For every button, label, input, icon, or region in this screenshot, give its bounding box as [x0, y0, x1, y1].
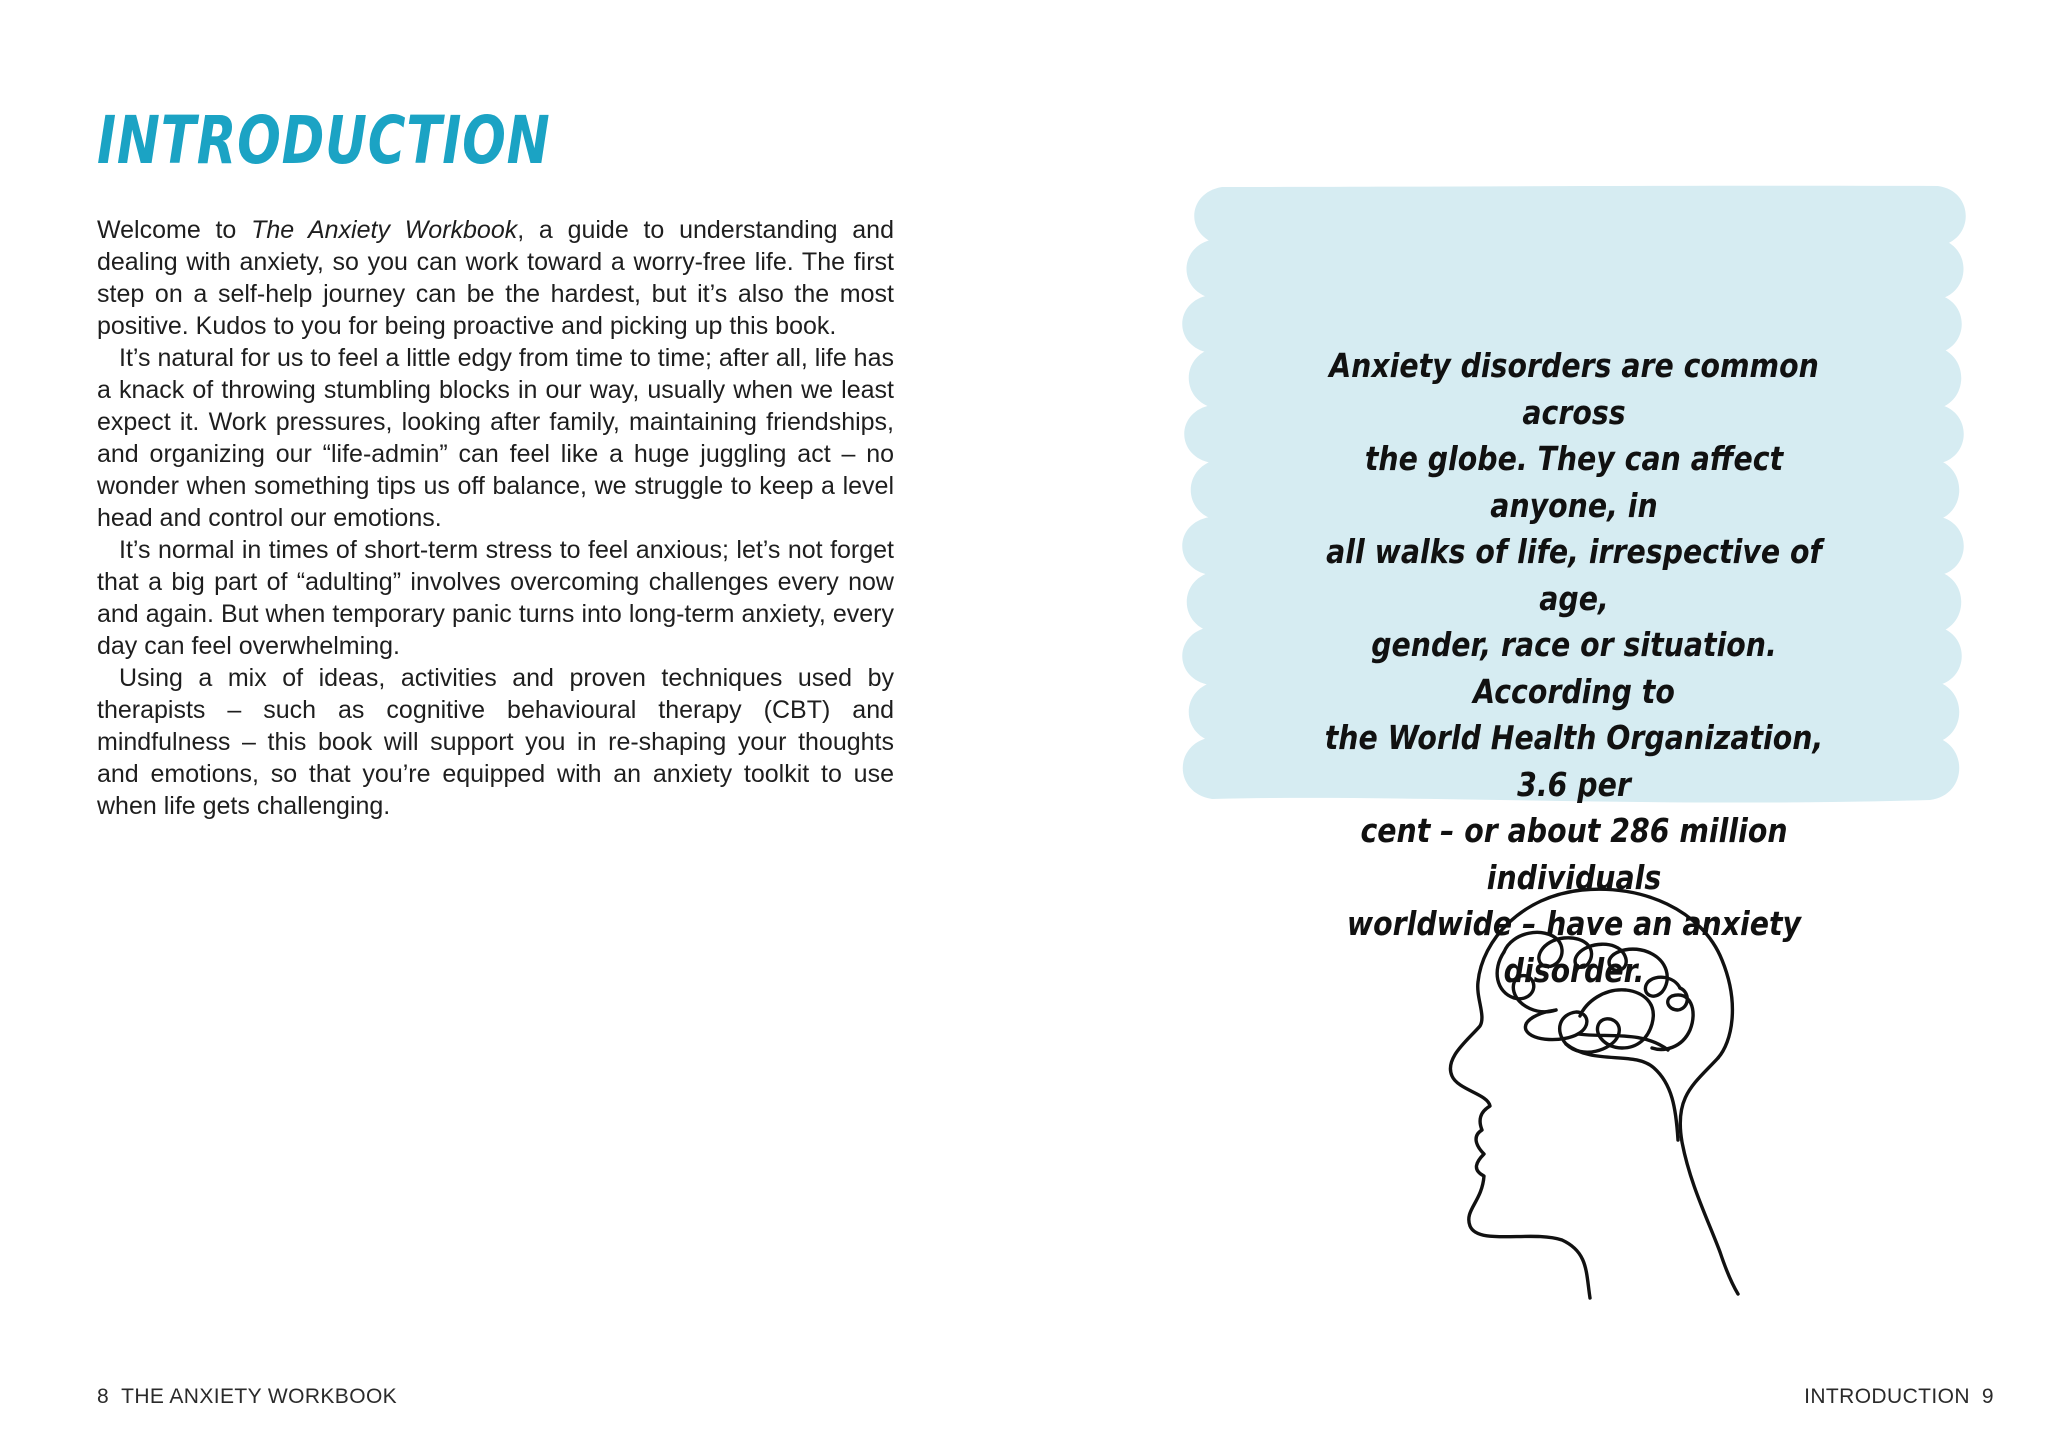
callout-line: Anxiety disorders are common across	[1329, 346, 1819, 432]
callout-line: the World Health Organization, 3.6 per	[1324, 718, 1824, 804]
paragraph-1	[97, 214, 894, 342]
paragraph-3: It’s normal in times of short-term stress to feel anxious; let’s not forget that a big part of “adulting” involves overcoming challenges every now and again. But when temporary panic turns into long-term anxiety, every day can feel overwhelming.	[97, 536, 894, 660]
page-number-left: 8	[97, 1385, 110, 1408]
left-folio	[97, 1385, 397, 1409]
paragraph-4: Using a mix of ideas, activities and proven techniques used by therapists – such as cognitive behavioural therapy (CBT) and mindfulness – this book will support you in re-shaping your thoughts and emotions, so that you’re equipped with an anxiety toolkit to use when life gets challenging.	[97, 664, 894, 820]
intro-body	[97, 214, 894, 822]
paragraph-2: It’s natural for us to feel a little edgy from time to time; after all, life has a knack of throwing stumbling blocks in our way, usually when we least expect it. Work pressures, looking after family, maintaining friendships, and organizing our “life-admin” can feel like a huge juggling act – no wonder when something tips us off balance, we struggle to keep a level head and control our emotions.	[97, 344, 894, 532]
callout-line: cent – or about 286 million individuals	[1360, 811, 1788, 897]
callout-box	[1179, 185, 1969, 990]
right-folio	[1804, 1385, 1994, 1409]
callout-line: the globe. They can affect anyone, in	[1364, 439, 1784, 525]
right-page	[1024, 0, 2048, 1453]
paragraph-1-rest: , a guide to understanding and dealing with anxiety, so you can work toward a worry-free life. The first step on a self-help journey can be the hardest, but it’s also the most positive. Kudos to you for being proactive and picking up this book.	[97, 216, 894, 340]
brush-stroke	[1187, 236, 1964, 300]
callout-line: all walks of life, irrespective of age,	[1326, 532, 1822, 618]
page-title: INTRODUCTION	[97, 102, 551, 179]
page-number-right: 9	[1981, 1385, 1994, 1408]
callout-line: worldwide – have an anxiety disorder.	[1346, 904, 1802, 990]
running-head-right: INTRODUCTION	[1804, 1385, 1970, 1408]
paragraph-1-lead: Welcome to	[97, 216, 252, 244]
callout-line: gender, race or situation. According to	[1371, 625, 1777, 711]
book-title-italic: The Anxiety Workbook	[251, 216, 518, 244]
running-head-left: THE ANXIETY WORKBOOK	[121, 1385, 398, 1408]
head-brain-line-icon	[1372, 880, 1792, 1300]
